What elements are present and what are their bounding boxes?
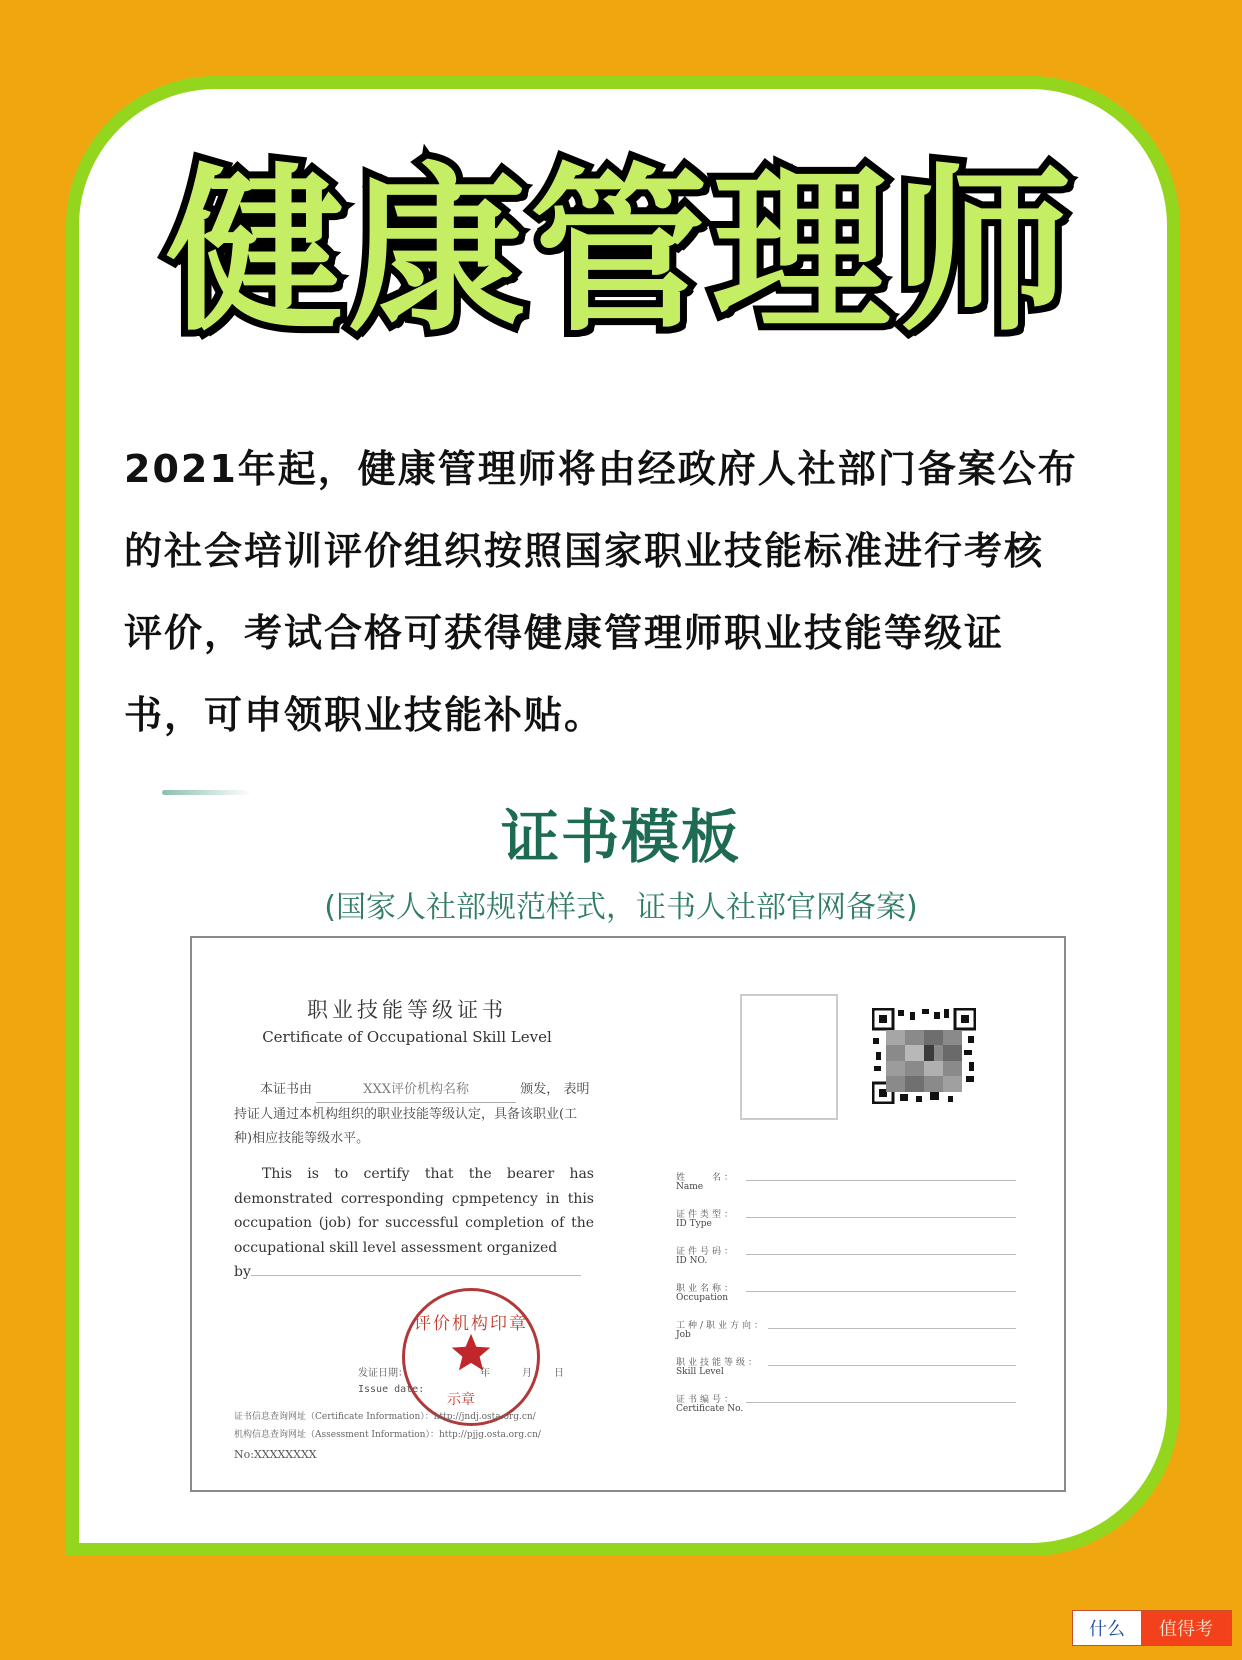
field-id-no [676, 1244, 1016, 1281]
certificate-title-zh: 职业技能等级证书 [307, 998, 507, 1022]
issue-date-en: Issue date: [358, 1384, 425, 1395]
en-by: by [234, 1264, 251, 1280]
certificate-number: No:XXXXXXXX [234, 1448, 317, 1461]
seal-text: 评价机构印章 [414, 1314, 528, 1334]
field-label-en: Job [676, 1330, 691, 1340]
certificate-en-body [234, 1162, 594, 1285]
field-label-en: Name [676, 1182, 704, 1192]
intro-paragraph [124, 428, 1124, 756]
field-label-en: Certificate No. [676, 1404, 744, 1414]
field-label-zh: 证书编号： [676, 1395, 737, 1405]
seal-demo-text: 示章 [447, 1392, 475, 1408]
intro-line: 书，可申领职业技能补贴。 [124, 693, 605, 737]
field-label-zh: 姓 名： [676, 1173, 737, 1183]
field-underline [768, 1328, 1016, 1329]
field-label-zh: 证件号码： [676, 1247, 737, 1257]
field-label-zh: 职业名称： [676, 1284, 737, 1294]
field-occupation [676, 1281, 1016, 1318]
holder-fields [676, 1170, 1016, 1429]
field-underline [768, 1365, 1016, 1366]
certificate-sample [190, 936, 1066, 1492]
watermark-part1: 什么 [1073, 1611, 1141, 1645]
field-label-en: ID Type [676, 1219, 712, 1229]
issue-day: 日 [554, 1368, 564, 1379]
intro-line: 评价，考试合格可获得健康管理师职业技能等级证 [124, 611, 1005, 655]
by-underline [251, 1275, 581, 1276]
field-underline [746, 1402, 1016, 1403]
certificate-title-en: Certificate of Occupational Skill Level [262, 1028, 552, 1046]
field-label-zh: 工种/职业方向： [676, 1321, 767, 1331]
zh-suffix: 颁发， [520, 1082, 560, 1097]
assessment-info-url: 机构信息查询网址（Assessment Information）：http://pjjg.osta.org.cn/ [234, 1430, 541, 1440]
issue-year: 年 [480, 1368, 490, 1379]
field-underline [746, 1180, 1016, 1181]
field-name [676, 1170, 1016, 1207]
qr-code-icon [872, 1008, 976, 1104]
watermark-badge [1072, 1610, 1232, 1646]
en-body-text: This is to certify that the bearer has demonstrated corresponding cpmpetency in this occupation (job) for successful completion of the occupational skill level assessment organized [234, 1166, 594, 1256]
zh-prefix: 本证书由 [260, 1082, 313, 1097]
field-label-en: Skill Level [676, 1367, 724, 1377]
intro-line: 的社会培训评价组织按照国家职业技能标准进行考核 [124, 529, 1045, 573]
issue-date-zh: 发证日期： [358, 1368, 408, 1379]
issue-month: 月 [522, 1368, 532, 1379]
field-label-en: ID NO. [676, 1256, 708, 1266]
field-label-en: Occupation [676, 1293, 729, 1303]
watermark-part2: 值得考 [1141, 1611, 1231, 1645]
template-subtitle: (国家人社部规范样式，证书人社部官网备案) [324, 890, 918, 925]
certificate-info-url: 证书信息查询网址（Certificate Information）：http://jndj.osta.org.cn/ [234, 1412, 536, 1422]
headline-title: 健康管理师 [166, 148, 1076, 355]
field-underline [746, 1291, 1016, 1292]
field-skill-level [676, 1355, 1016, 1392]
template-title: 证书模板 [500, 803, 741, 871]
field-label-zh: 证件类型： [676, 1210, 737, 1220]
photo-placeholder [740, 994, 838, 1120]
field-underline [746, 1217, 1016, 1218]
field-job [676, 1318, 1016, 1355]
query-urls [234, 1408, 541, 1444]
field-id-type [676, 1207, 1016, 1244]
field-label-zh: 职业技能等级： [676, 1358, 761, 1368]
certificate-zh-body [234, 1078, 594, 1151]
zh-body-text: 表明持证人通过本机构组织的职业技能等级认定，具备该职业(工种)相应技能等级水平。 [234, 1082, 590, 1146]
field-certificate-no [676, 1392, 1016, 1429]
intro-line: 2021年起，健康管理师将由经政府人社部门备案公布 [124, 447, 1078, 491]
field-underline [746, 1254, 1016, 1255]
organization-seal [402, 1288, 540, 1426]
org-name-placeholder: XXX评价机构名称 [316, 1078, 516, 1103]
